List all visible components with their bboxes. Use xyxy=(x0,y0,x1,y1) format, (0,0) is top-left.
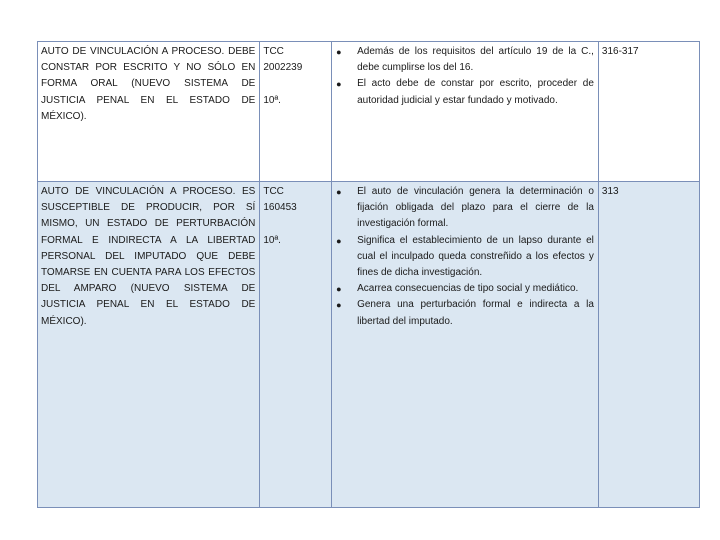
thesis-title: AUTO DE VINCULACIÓN A PROCESO. ES SUSCEPTIBLE DE PRODUCIR, POR SÍ MISMO, UN ESTADO DE PERTURBACIÓN FORMAL E INDIRECTA A LA LIBERTAD PERSONAL DEL IMPUTADO QUE DEBE TOMARSE EN CUENTA PARA LOS EFECTOS DEL AMPARO (NUEVO SISTEMA DE JUSTICIA PENAL EN EL ESTADO DE MÉXICO). xyxy=(41,186,256,327)
thesis-number: 160453 xyxy=(263,202,297,214)
page-reference: 316-317 xyxy=(601,46,639,57)
thesis-type: TCC xyxy=(263,186,284,197)
key-point-text: El auto de vinculación genera la determinación o fijación obligada del plazo para el cierre de la investigación formal. xyxy=(357,186,594,230)
list-item xyxy=(336,281,594,297)
thesis-title: AUTO DE VINCULACIÓN A PROCESO. DEBE CONSTAR POR ESCRITO Y NO SÓLO EN FORMA ORAL (NUEVO SISTEMA DE JUSTICIA PENAL EN EL ESTADO DE MÉXICO). xyxy=(41,46,256,122)
key-points-cell xyxy=(332,42,599,182)
thesis-epoch: 10ª. xyxy=(263,94,281,106)
list-item xyxy=(336,44,594,76)
spacer xyxy=(263,216,327,232)
key-points-list xyxy=(335,44,594,109)
key-point-text: Además de los requisitos del artículo 19 de la C., debe cumplirse los del 16. xyxy=(357,46,594,74)
jurisprudence-table xyxy=(37,41,700,508)
bullet-icon: ● xyxy=(336,187,342,197)
bullet-icon: ● xyxy=(336,284,342,295)
thesis-epoch: 10ª. xyxy=(263,234,281,246)
bullet-icon: ● xyxy=(336,79,342,90)
list-item xyxy=(336,297,594,329)
bullet-icon: ● xyxy=(336,300,342,311)
thesis-title-cell xyxy=(38,182,260,508)
key-point-text: Acarrea consecuencias de tipo social y mediático. xyxy=(357,283,579,295)
key-point-text: El acto debe de constar por escrito, proceder de autoridad judicial y estar fundado y motivado. xyxy=(357,78,594,106)
key-point-text: Genera una perturbación formal e indirecta a la libertad del imputado. xyxy=(357,299,594,327)
table-row xyxy=(38,42,700,182)
page-reference-cell xyxy=(598,182,699,508)
bullet-icon: ● xyxy=(336,235,342,246)
key-points-cell xyxy=(332,182,599,508)
spacer xyxy=(263,76,327,92)
list-item xyxy=(336,76,594,108)
table-row xyxy=(38,182,700,508)
page-reference-cell xyxy=(598,42,699,182)
list-item xyxy=(336,233,594,282)
thesis-reference-cell xyxy=(260,182,332,508)
key-point-text: Significa el establecimiento de un lapso durante el cual el inculpado queda constreñido a los efectos y fines de dicha investigación. xyxy=(357,234,594,279)
thesis-reference-cell xyxy=(260,42,332,182)
page-reference: 313 xyxy=(601,186,619,197)
list-item xyxy=(336,184,594,233)
thesis-type: TCC xyxy=(263,46,284,57)
thesis-number: 2002239 xyxy=(263,62,303,74)
thesis-title-cell xyxy=(38,42,260,182)
key-points-list xyxy=(335,184,594,330)
bullet-icon: ● xyxy=(336,47,342,57)
